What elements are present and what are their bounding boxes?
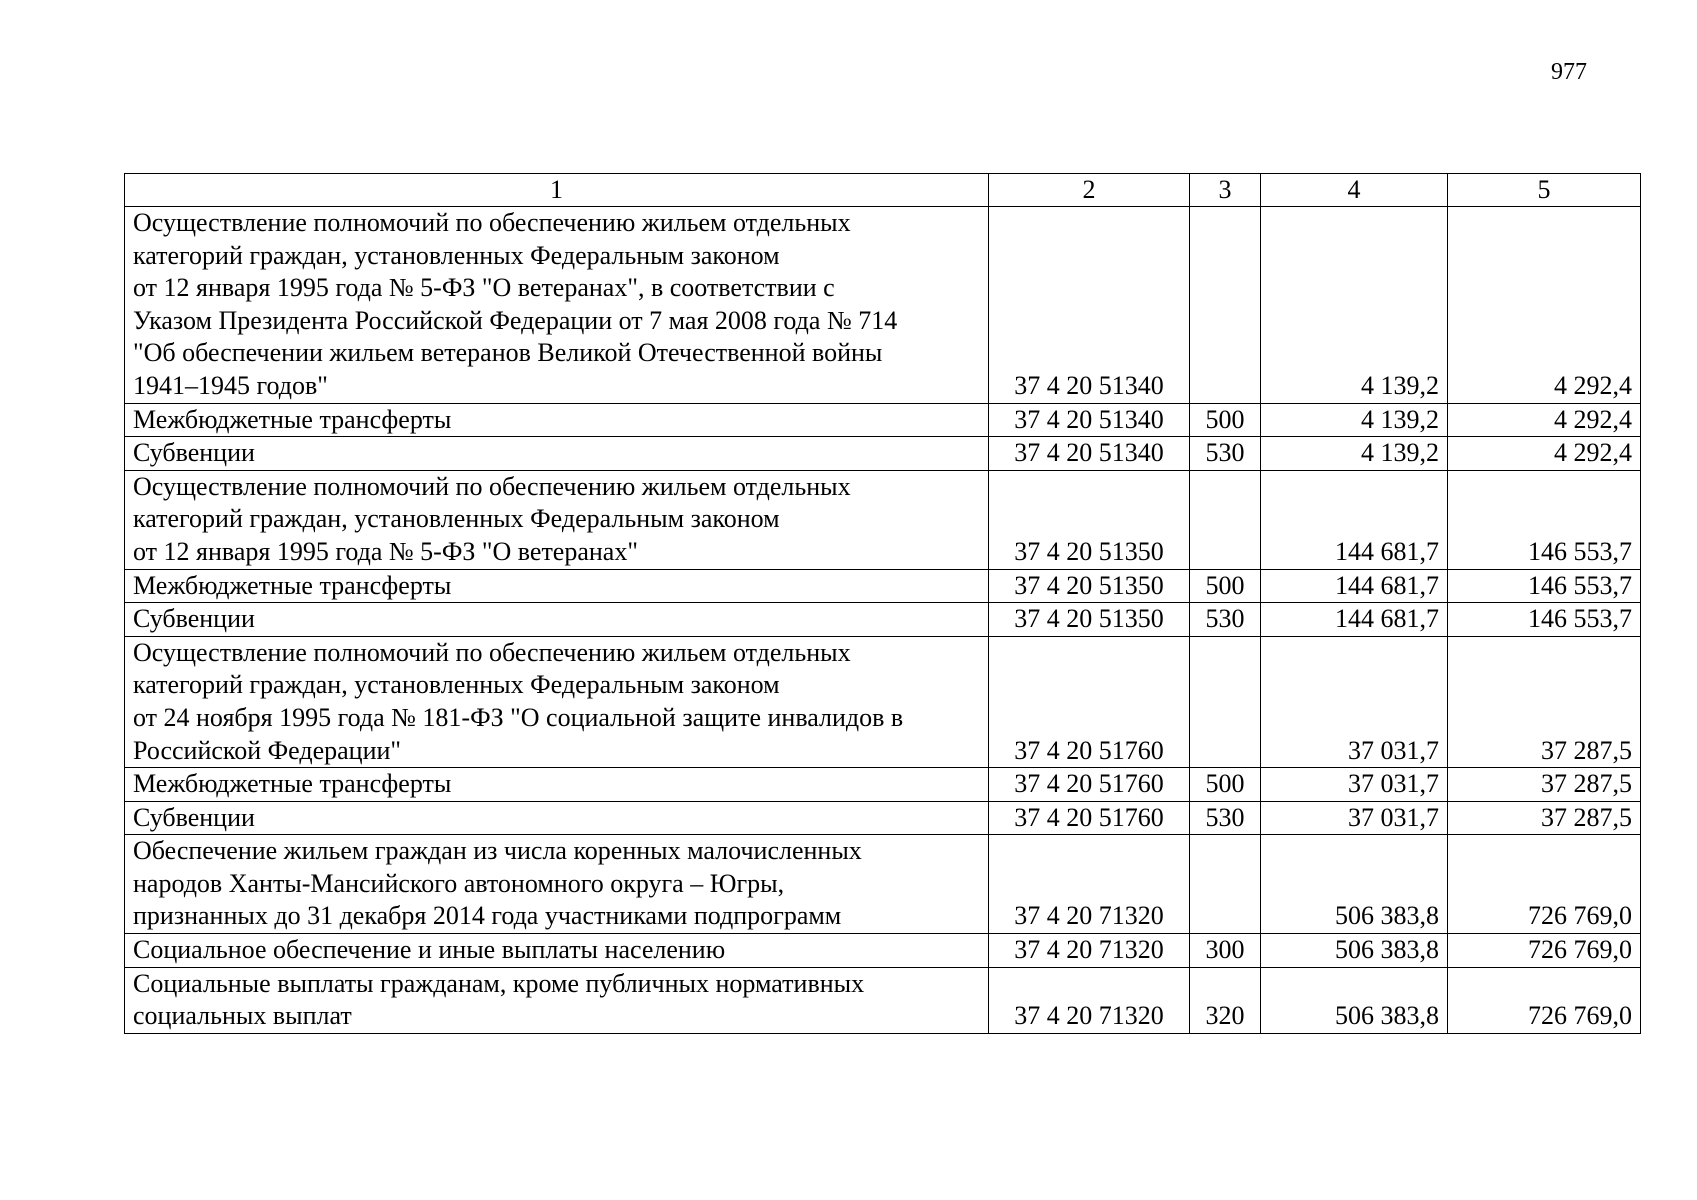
row-value-col4: 4 139,2 bbox=[1261, 207, 1448, 404]
row-name-cell bbox=[125, 403, 989, 437]
row-type-cell bbox=[1190, 470, 1261, 569]
row-name-cell bbox=[125, 934, 989, 968]
row-name-line: Социальное обеспечение и иные выплаты населению bbox=[133, 935, 726, 965]
row-value-col4: 506 383,8 bbox=[1261, 934, 1448, 968]
row-type-cell: 500 bbox=[1190, 768, 1261, 802]
header-row bbox=[125, 174, 1641, 207]
table-row bbox=[125, 768, 1641, 802]
header-cell-4: 4 bbox=[1261, 174, 1448, 207]
row-code-cell: 37 4 20 51760 bbox=[989, 801, 1190, 835]
row-value-col5: 146 553,7 bbox=[1448, 603, 1641, 637]
row-name-line: 1941–1945 годов" bbox=[133, 370, 328, 400]
header-cell-3: 3 bbox=[1190, 174, 1261, 207]
row-name-line: Осуществление полномочий по обеспечению жильем отдельных bbox=[133, 208, 851, 237]
row-value-col4: 37 031,7 bbox=[1261, 801, 1448, 835]
table-row bbox=[125, 437, 1641, 471]
row-value-col4: 37 031,7 bbox=[1261, 636, 1448, 767]
row-name-line: от 12 января 1995 года № 5-ФЗ "О ветеранах", в соответствии с bbox=[133, 273, 835, 303]
row-type-cell: 530 bbox=[1190, 801, 1261, 835]
row-type-cell: 300 bbox=[1190, 934, 1261, 968]
row-value-col5: 146 553,7 bbox=[1448, 470, 1641, 569]
row-name-cell bbox=[125, 768, 989, 802]
table-row bbox=[125, 934, 1641, 968]
row-code-cell: 37 4 20 51760 bbox=[989, 636, 1190, 767]
row-value-col5: 4 292,4 bbox=[1448, 437, 1641, 471]
row-name-line: категорий граждан, установленных Федеральным законом bbox=[133, 670, 780, 700]
row-name-cell bbox=[125, 470, 989, 569]
row-code-cell: 37 4 20 51350 bbox=[989, 470, 1190, 569]
row-name-line: Межбюджетные трансферты bbox=[133, 570, 452, 600]
header-cell-5: 5 bbox=[1448, 174, 1641, 207]
row-name-line: Субвенции bbox=[133, 438, 255, 468]
row-value-col5: 37 287,5 bbox=[1448, 768, 1641, 802]
row-name-line: Социальные выплаты гражданам, кроме публичных нормативных bbox=[133, 968, 865, 998]
table-row bbox=[125, 403, 1641, 437]
table-body bbox=[125, 174, 1641, 1034]
row-value-col4: 144 681,7 bbox=[1261, 603, 1448, 637]
row-value-col5: 726 769,0 bbox=[1448, 835, 1641, 934]
row-value-col4: 4 139,2 bbox=[1261, 437, 1448, 471]
row-type-cell: 320 bbox=[1190, 967, 1261, 1033]
row-code-cell: 37 4 20 71320 bbox=[989, 835, 1190, 934]
table-row bbox=[125, 569, 1641, 603]
row-name-line: Субвенции bbox=[133, 802, 255, 832]
row-name-line: признанных до 31 декабря 2014 года участниками подпрограмм bbox=[133, 901, 842, 931]
header-cell-2: 2 bbox=[989, 174, 1190, 207]
row-name-line: Обеспечение жильем граждан из числа коренных малочисленных bbox=[133, 836, 862, 866]
row-code-cell: 37 4 20 51340 bbox=[989, 403, 1190, 437]
row-name-line: "Об обеспечении жильем ветеранов Великой Отечественной войны bbox=[133, 338, 883, 368]
row-name-line: Осуществление полномочий по обеспечению жильем отдельных bbox=[133, 637, 851, 667]
row-name-cell bbox=[125, 437, 989, 471]
row-name-line: Указом Президента Российской Федерации от 7 мая 2008 года № 714 bbox=[133, 305, 898, 335]
row-name-line: Межбюджетные трансферты bbox=[133, 769, 452, 799]
row-code-cell: 37 4 20 71320 bbox=[989, 934, 1190, 968]
row-name-cell bbox=[125, 801, 989, 835]
row-value-col4: 506 383,8 bbox=[1261, 835, 1448, 934]
row-name-line: социальных выплат bbox=[133, 1001, 352, 1031]
row-value-col5: 146 553,7 bbox=[1448, 569, 1641, 603]
row-value-col4: 506 383,8 bbox=[1261, 967, 1448, 1033]
row-value-col5: 726 769,0 bbox=[1448, 967, 1641, 1033]
row-code-cell: 37 4 20 51350 bbox=[989, 569, 1190, 603]
row-type-cell bbox=[1190, 835, 1261, 934]
row-name-line: категорий граждан, установленных Федеральным законом bbox=[133, 504, 780, 534]
table-row bbox=[125, 636, 1641, 767]
row-code-cell: 37 4 20 71320 bbox=[989, 967, 1190, 1033]
row-type-cell: 530 bbox=[1190, 603, 1261, 637]
row-type-cell bbox=[1190, 207, 1261, 404]
row-type-cell: 500 bbox=[1190, 569, 1261, 603]
row-type-cell: 530 bbox=[1190, 437, 1261, 471]
row-value-col4: 4 139,2 bbox=[1261, 403, 1448, 437]
budget-table bbox=[124, 173, 1641, 1034]
row-name-line: народов Ханты-Мансийского автономного округа – Югры, bbox=[133, 868, 785, 898]
row-type-cell bbox=[1190, 636, 1261, 767]
page-number: 977 bbox=[1551, 59, 1587, 85]
row-name-line: категорий граждан, установленных Федеральным законом bbox=[133, 240, 780, 270]
table-row bbox=[125, 967, 1641, 1033]
row-name-cell bbox=[125, 967, 989, 1033]
row-name-line: от 12 января 1995 года № 5-ФЗ "О ветеранах" bbox=[133, 536, 638, 566]
row-name-line: Российской Федерации" bbox=[133, 735, 402, 765]
row-name-line: Осуществление полномочий по обеспечению жильем отдельных bbox=[133, 471, 851, 501]
table-row bbox=[125, 603, 1641, 637]
row-value-col4: 37 031,7 bbox=[1261, 768, 1448, 802]
row-value-col4: 144 681,7 bbox=[1261, 569, 1448, 603]
row-name-line: от 24 ноября 1995 года № 181-ФЗ "О социальной защите инвалидов в bbox=[133, 702, 904, 732]
row-value-col4: 144 681,7 bbox=[1261, 470, 1448, 569]
table-row bbox=[125, 470, 1641, 569]
row-value-col5: 37 287,5 bbox=[1448, 801, 1641, 835]
table-row bbox=[125, 835, 1641, 934]
row-code-cell: 37 4 20 51340 bbox=[989, 437, 1190, 471]
row-type-cell: 500 bbox=[1190, 403, 1261, 437]
row-name-cell bbox=[125, 569, 989, 603]
row-value-col5: 4 292,4 bbox=[1448, 207, 1641, 404]
row-code-cell: 37 4 20 51760 bbox=[989, 768, 1190, 802]
row-name-cell bbox=[125, 636, 989, 767]
row-value-col5: 726 769,0 bbox=[1448, 934, 1641, 968]
row-value-col5: 4 292,4 bbox=[1448, 403, 1641, 437]
row-value-col5: 37 287,5 bbox=[1448, 636, 1641, 767]
row-name-cell bbox=[125, 835, 989, 934]
row-name-cell bbox=[125, 603, 989, 637]
row-name-line: Субвенции bbox=[133, 604, 255, 634]
table-row bbox=[125, 801, 1641, 835]
header-cell-1: 1 bbox=[125, 174, 989, 207]
row-name-cell bbox=[125, 207, 989, 404]
row-code-cell: 37 4 20 51340 bbox=[989, 207, 1190, 404]
table-row bbox=[125, 207, 1641, 404]
row-code-cell: 37 4 20 51350 bbox=[989, 603, 1190, 637]
row-name-line: Межбюджетные трансферты bbox=[133, 404, 452, 434]
